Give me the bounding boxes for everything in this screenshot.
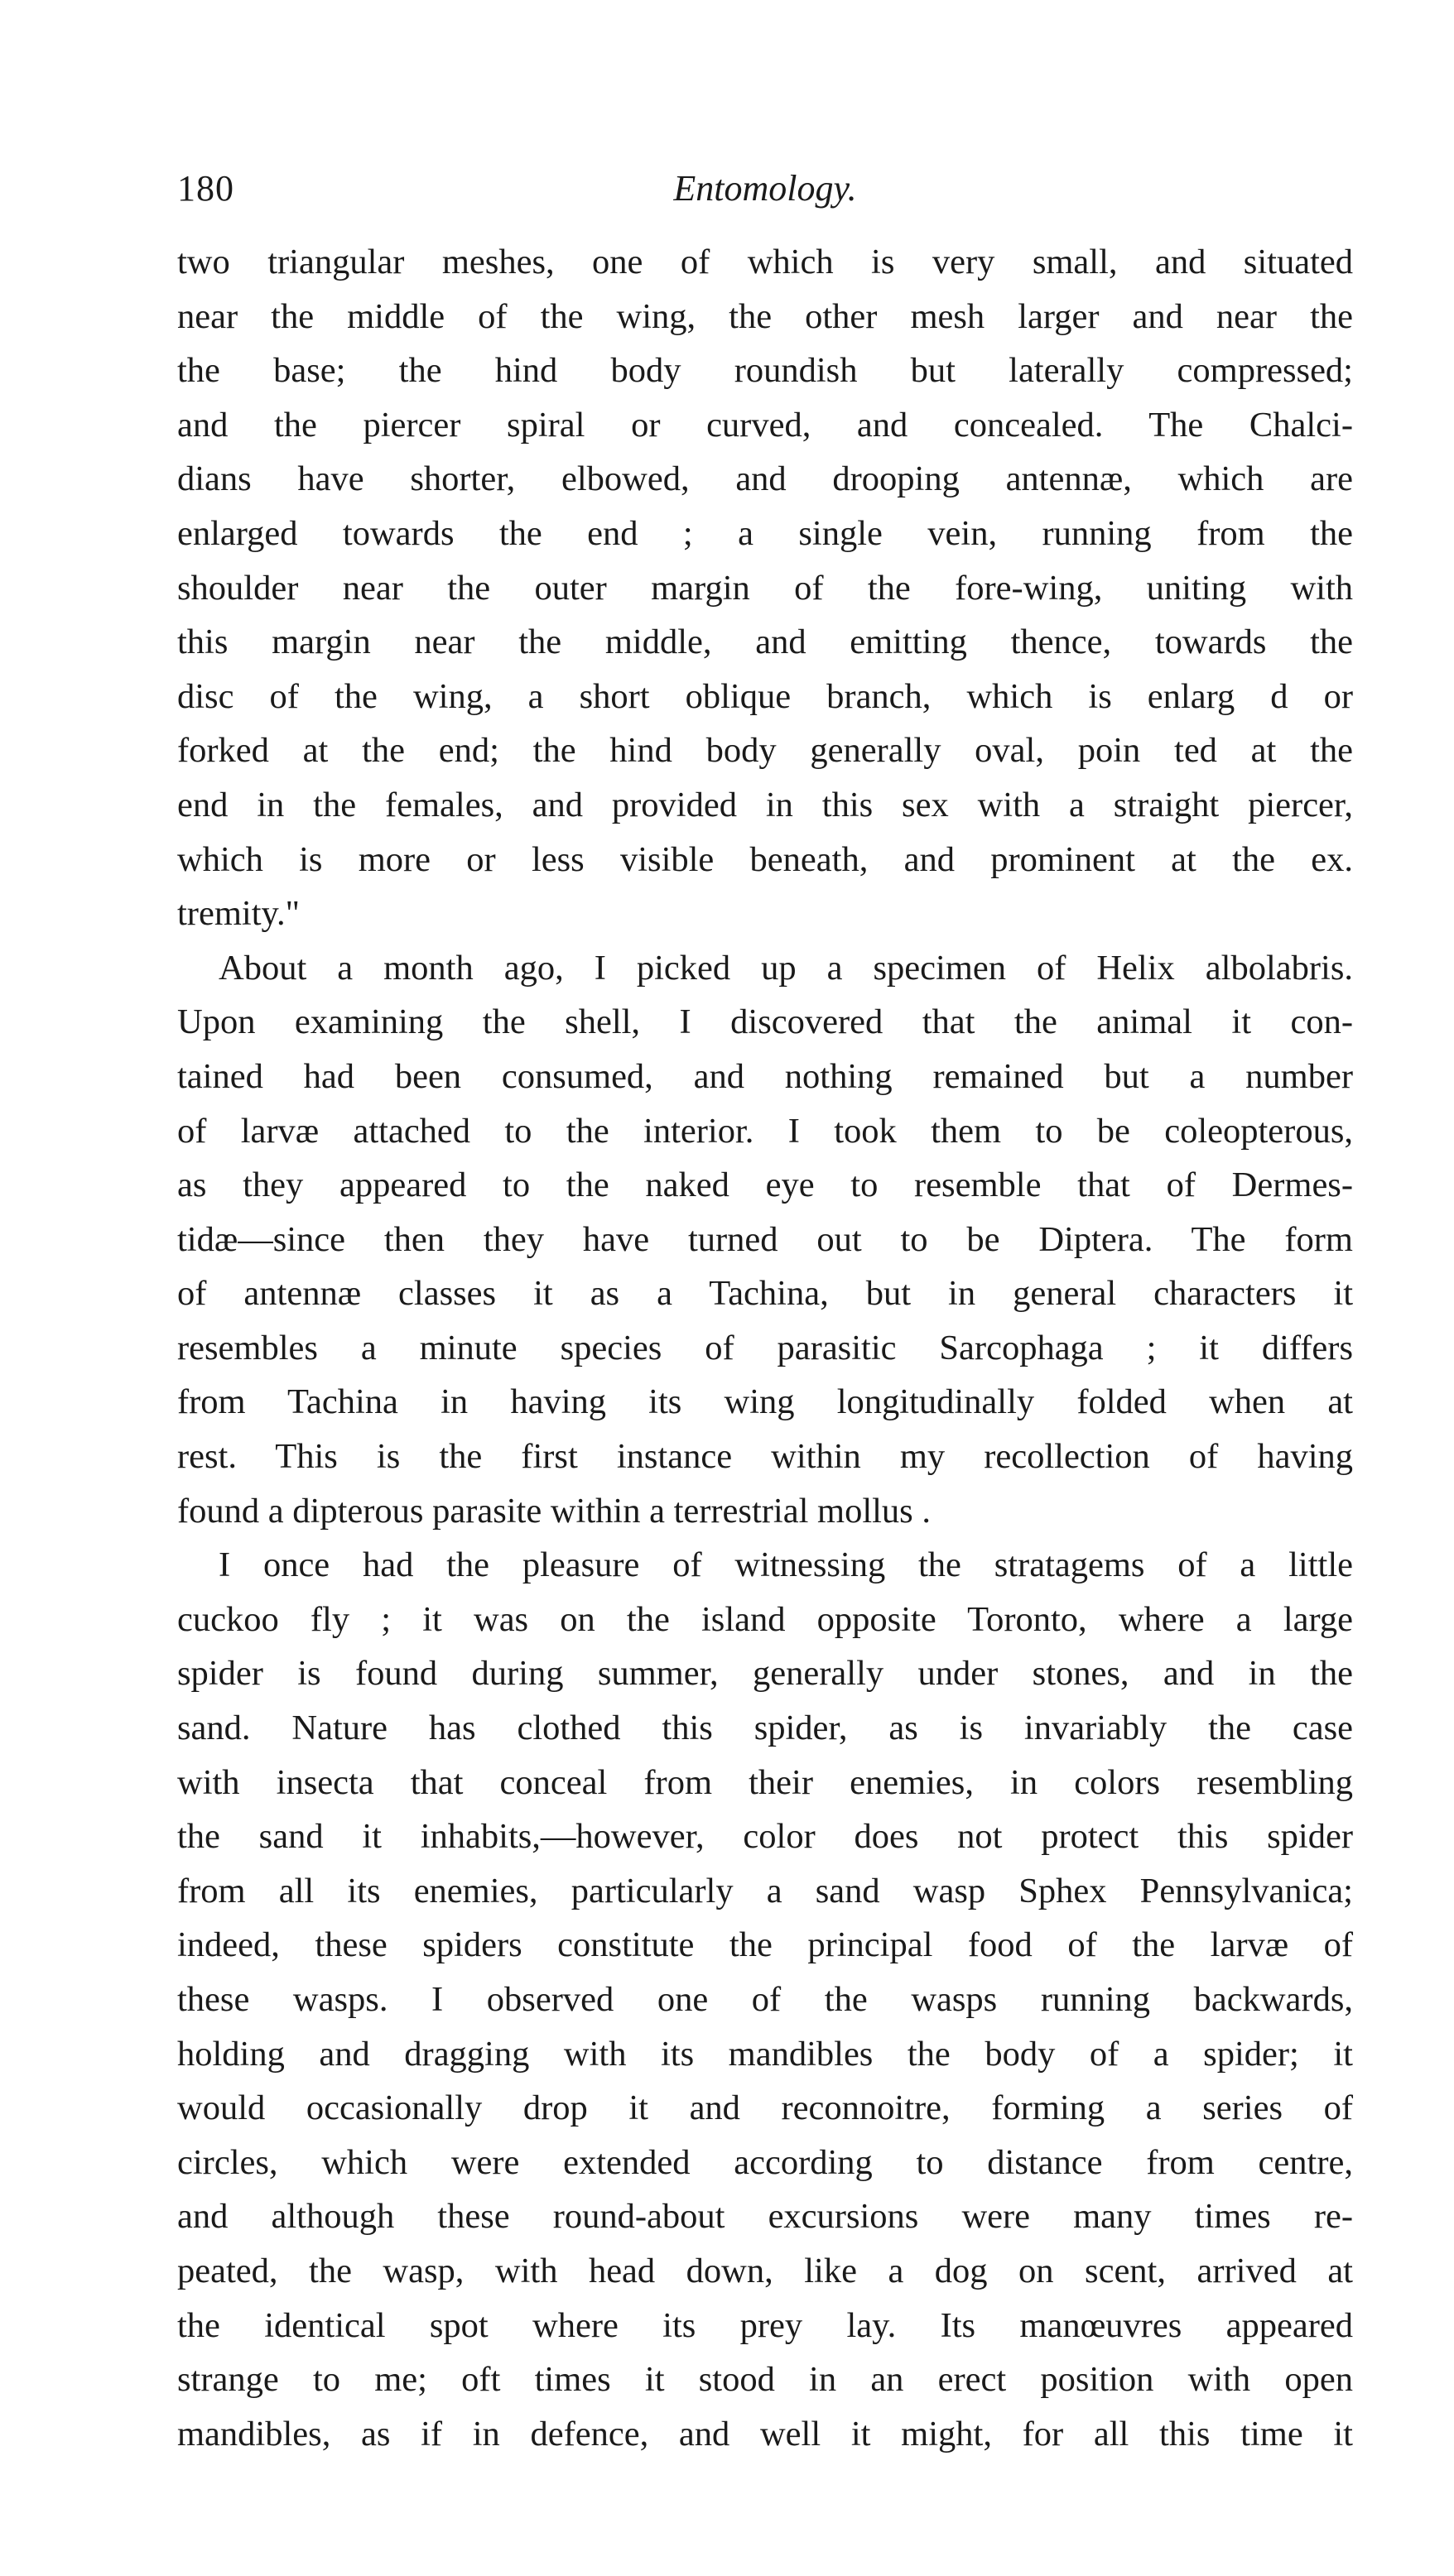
text-line: enlarged towards the end ; a single vein, running from the [177, 513, 1353, 553]
text-line: mandibles, as if in defence, and well it might, for all this time it [177, 2414, 1353, 2453]
text-line: of antennæ classes it as a Tachina, but in general characters it [177, 1274, 1353, 1314]
text-line: two triangular meshes, one of which is very small, and situated [177, 243, 1353, 281]
text-line: end in the females, and provided in this sex with a straight piercer, [177, 785, 1353, 824]
page-header [177, 164, 1353, 214]
text-line: the identical spot where its prey lay. Its manœuvres appeared [177, 2305, 1353, 2345]
text-line: dians have shorter, elbowed, and drooping antennæ, which are [177, 459, 1353, 499]
text-line: and the piercer spiral or curved, and concealed. The Chalci- [177, 405, 1353, 445]
text-line: would occasionally drop it and reconnoitre, forming a series of [177, 2088, 1353, 2128]
text-line: circles, which were extended according to distance from centre, [177, 2142, 1353, 2182]
text-line: tremity." [177, 894, 300, 934]
text-line: strange to me; oft times it stood in an erect position with open [177, 2360, 1353, 2400]
text-line: disc of the wing, a short oblique branch, which is enlarg d or [177, 676, 1353, 716]
text-line: tidæ—since then they have turned out to be Diptera. The form [177, 1219, 1353, 1259]
text-line: the base; the hind body roundish but laterally compressed; [177, 351, 1353, 391]
page-number: 180 [177, 168, 234, 209]
text-line: this margin near the middle, and emitting thence, towards the [177, 622, 1353, 662]
text-line: shoulder near the outer margin of the fore-wing, uniting with [177, 568, 1353, 608]
text-line: spider is found during summer, generally under stones, and in the [177, 1654, 1353, 1694]
running-head: Entomology. [673, 168, 857, 209]
text-line: near the middle of the wing, the other mesh larger and near the [177, 296, 1353, 336]
text-line: peated, the wasp, with head down, like a dog on scent, arrived at [177, 2251, 1353, 2290]
text-line: forked at the end; the hind body generally oval, poin ted at the [177, 731, 1353, 771]
text-line: with insecta that conceal from their enemies, in colors resembling [177, 1762, 1353, 1802]
text-line: which is more or less visible beneath, and prominent at the ex. [177, 839, 1353, 879]
text-line: resembles a minute species of parasitic Sarcophaga ; it differs [177, 1328, 1353, 1367]
text-line: as they appeared to the naked eye to resemble that of Dermes- [177, 1165, 1353, 1205]
text-line: tained had been consumed, and nothing remained but a number [177, 1056, 1353, 1096]
text-line: I once had the pleasure of witnessing the stratagems of a little [219, 1545, 1353, 1585]
text-line: sand. Nature has clothed this spider, as is invariably the case [177, 1709, 1353, 1748]
text-line: these wasps. I observed one of the wasps running backwards, [177, 1980, 1353, 2019]
text-line: and although these round-about excursions were many times re- [177, 2197, 1353, 2237]
text-line: the sand it inhabits,—however, color does not protect this spider [177, 1817, 1353, 1857]
text-line: Upon examining the shell, I discovered that the animal it con- [177, 1002, 1353, 1042]
text-line: rest. This is the first instance within my recollection of having [177, 1437, 1353, 1477]
text-line: of larvæ attached to the interior. I took them to be coleopterous, [177, 1111, 1353, 1151]
text-line: About a month ago, I picked up a specimen of Helix albolabris. [219, 948, 1353, 988]
text-line: holding and dragging with its mandibles the body of a spider; it [177, 2034, 1353, 2074]
text-line: cuckoo fly ; it was on the island opposite Toronto, where a large [177, 1599, 1353, 1639]
body-text [177, 235, 1353, 2461]
text-line: from all its enemies, particularly a sand wasp Sphex Pennsylvanica; [177, 1871, 1353, 1910]
text-line: indeed, these spiders constitute the principal food of the larvæ of [177, 1925, 1353, 1965]
text-line: found a dipterous parasite within a terrestrial mollus . [177, 1491, 931, 1531]
text-line: from Tachina in having its wing longitudinally folded when at [177, 1382, 1353, 1422]
